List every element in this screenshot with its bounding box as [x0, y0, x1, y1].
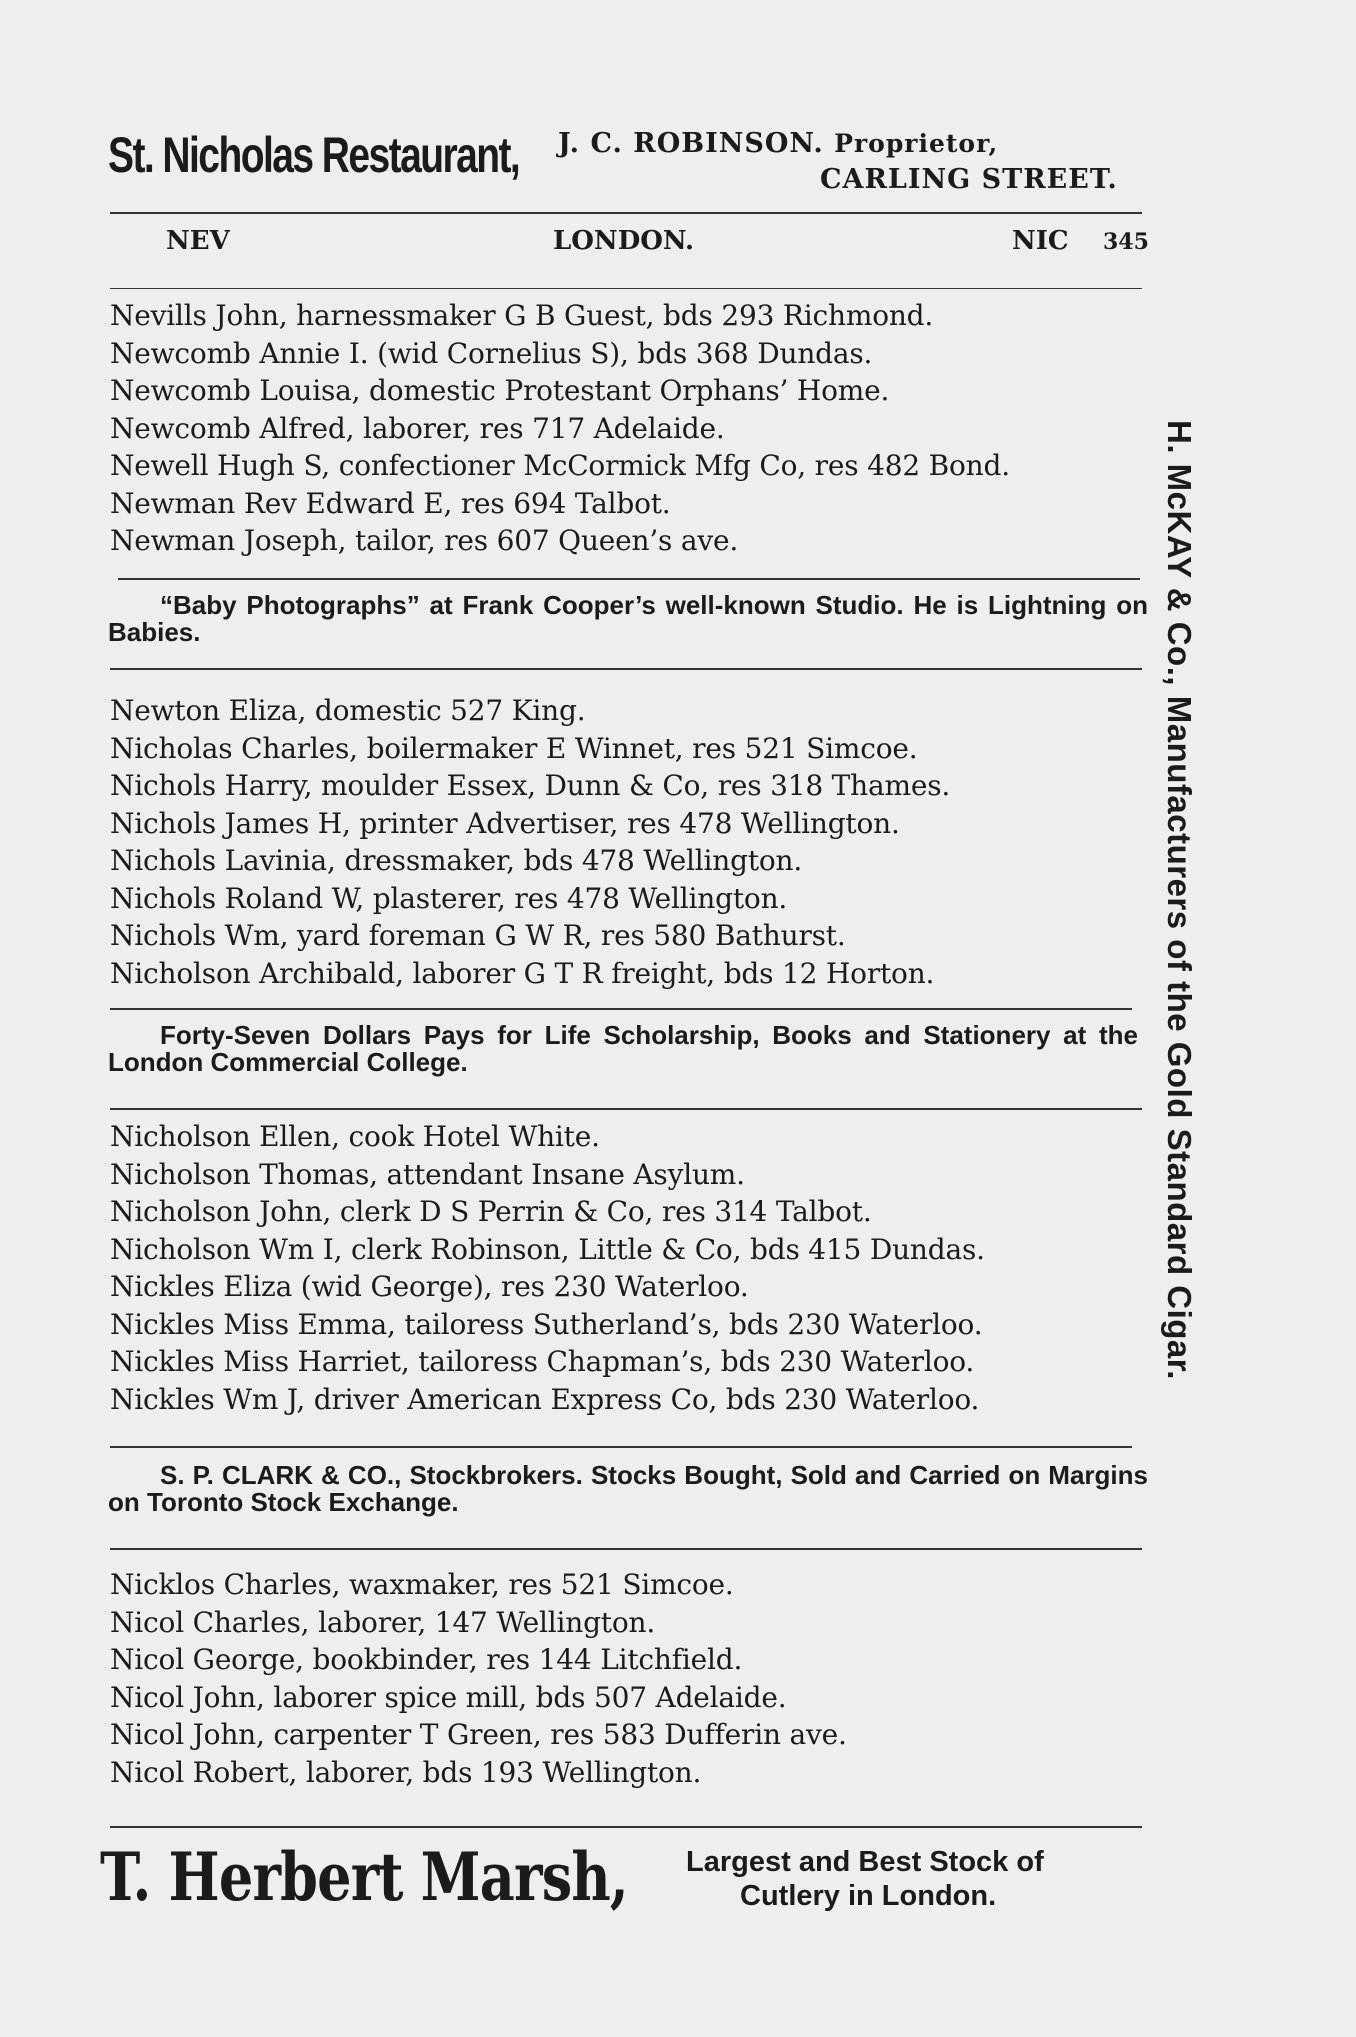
entry-group-1	[110, 297, 1120, 560]
list-item: Newell Hugh S, confectioner McCormick Mfg Co, res 482 Bond.	[110, 449, 1010, 482]
list-item: Nichols Lavinia, dressmaker, bds 478 Wellington.	[110, 844, 803, 877]
list-item: Nicholson Ellen, cook Hotel White.	[110, 1120, 600, 1153]
advertisement-photographs	[108, 592, 1148, 646]
divider	[110, 668, 1142, 670]
running-head-left: NEV	[166, 226, 230, 256]
advertisement-stockbrokers	[108, 1462, 1148, 1516]
list-item: Nevills John, harnessmaker G B Guest, bds 293 Richmond.	[110, 299, 934, 332]
list-item: Newton Eliza, domestic 527 King.	[110, 694, 586, 727]
list-item: Nickles Wm J, driver American Express Co, bds 230 Waterloo.	[110, 1382, 980, 1416]
divider	[110, 1008, 1132, 1010]
list-item: Nicholson Archibald, laborer G T R freight, bds 12 Horton.	[110, 956, 935, 990]
list-item: Nicholas Charles, boilermaker E Winnet, res 521 Simcoe.	[110, 731, 918, 765]
running-head-right: NIC	[1012, 226, 1069, 256]
list-item: Nicol John, laborer spice mill, bds 507 Adelaide.	[110, 1680, 787, 1714]
list-item: Nichols Wm, yard foreman G W R, res 580 Bathurst.	[110, 919, 846, 952]
divider	[110, 288, 1142, 289]
list-item: Nichols Roland W, plasterer, res 478 Wellington.	[110, 881, 788, 915]
restaurant-name: St. Nicholas Restaurant,	[108, 127, 520, 183]
list-item: Nicholson Wm I, clerk Robinson, Little & Co, bds 415 Dundas.	[110, 1232, 985, 1266]
ad-text: “Baby Photographs” at Frank Cooper’s well-known Studio. He is Lightning on Babies.	[108, 590, 1148, 647]
list-item: Nicklos Charles, waxmaker, res 521 Simcoe.	[110, 1568, 734, 1601]
list-item: Nicholson Thomas, attendant Insane Asylum.	[110, 1157, 745, 1191]
advertisement-commercial-college	[108, 1022, 1138, 1076]
divider	[110, 212, 1142, 214]
ad-text: S. P. CLARK & CO., Stockbrokers. Stocks Bought, Sold and Carried on Margins on Toronto Stock Exchange.	[108, 1460, 1148, 1517]
list-item: Nickles Miss Emma, tailoress Sutherland’s, bds 230 Waterloo.	[110, 1307, 983, 1341]
list-item: Nicol John, carpenter T Green, res 583 Dufferin ave.	[110, 1718, 847, 1751]
proprietor-line	[558, 128, 998, 159]
bottom-advertisement	[100, 1838, 1160, 1938]
entry-group-4	[110, 1566, 1120, 1791]
entry-group-2	[110, 692, 1120, 992]
side-advertisement: H. McKAY & Co., Manufacturers of the Gold Standard Cigar.	[1161, 420, 1198, 1380]
list-item: Nickles Miss Harriet, tailoress Chapman’s, bds 230 Waterloo.	[110, 1345, 975, 1378]
ad-text: Forty-Seven Dollars Pays for Life Scholarship, Books and Stationery at the London Commercial College.	[108, 1020, 1138, 1077]
top-advertisement	[108, 118, 1158, 208]
divider	[110, 1826, 1142, 1828]
list-item: Nicol Robert, laborer, bds 193 Wellington.	[110, 1755, 702, 1789]
list-item: Nicol George, bookbinder, res 144 Litchfield.	[110, 1643, 743, 1676]
restaurant-street: CARLING STREET.	[820, 164, 1118, 195]
list-item: Newcomb Alfred, laborer, res 717 Adelaide.	[110, 411, 725, 445]
list-item: Nichols James H, printer Advertiser, res 478 Wellington.	[110, 806, 900, 840]
divider	[110, 1446, 1132, 1448]
list-item: Newcomb Annie I. (wid Cornelius S), bds 368 Dundas.	[110, 336, 873, 370]
ad-tagline-1: Largest and Best Stock of	[686, 1846, 1044, 1878]
list-item: Newcomb Louisa, domestic Protestant Orphans’ Home.	[110, 374, 890, 407]
merchant-name: T. Herbert Marsh,	[100, 1838, 628, 1916]
divider	[110, 1548, 1142, 1550]
proprietor-title: Proprietor,	[834, 129, 999, 158]
divider	[118, 578, 1140, 580]
list-item: Nicol Charles, laborer, 147 Wellington.	[110, 1605, 656, 1639]
list-item: Newman Joseph, tailor, res 607 Queen’s ave.	[110, 524, 739, 557]
ad-tagline-2: Cutlery in London.	[740, 1880, 997, 1912]
page-number: 345	[1103, 229, 1149, 255]
divider	[110, 1108, 1142, 1110]
list-item: Nickles Eliza (wid George), res 230 Waterloo.	[110, 1270, 749, 1303]
entry-group-3	[110, 1118, 1120, 1418]
list-item: Nichols Harry, moulder Essex, Dunn & Co, res 318 Thames.	[110, 769, 951, 802]
running-head-center: LONDON.	[553, 226, 695, 256]
proprietor-name: J. C. ROBINSON.	[558, 128, 824, 159]
list-item: Nicholson John, clerk D S Perrin & Co, res 314 Talbot.	[110, 1195, 872, 1228]
list-item: Newman Rev Edward E, res 694 Talbot.	[110, 486, 671, 520]
